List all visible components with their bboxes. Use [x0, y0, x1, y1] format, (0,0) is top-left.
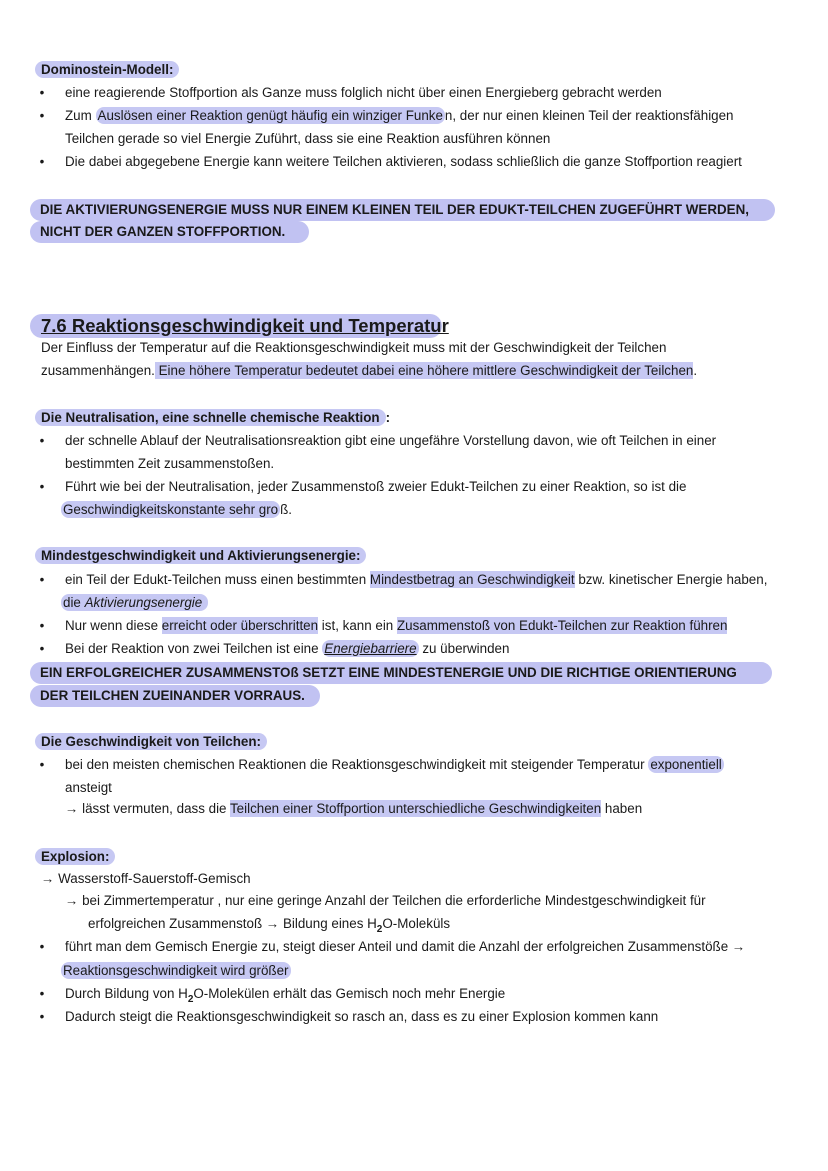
text: Nur wenn diese	[65, 618, 162, 633]
bullet: •	[39, 1009, 45, 1024]
text: Zum	[65, 108, 96, 123]
subscript: 2	[376, 924, 383, 935]
text: n, der nur einen kleinen Teil der reaktionsfähigen	[444, 108, 734, 123]
bullet: •	[39, 85, 45, 100]
bullet: •	[39, 939, 45, 954]
highlight-italic: Aktivierungsenergie	[84, 595, 203, 610]
bullet: •	[39, 479, 45, 494]
text: ein Teil der Edukt-Teilchen muss einen bestimmten	[65, 572, 370, 587]
explosion-bullet-1-cont	[61, 962, 291, 980]
bullet: •	[39, 154, 45, 169]
highlight: Eine höhere Temperatur bedeutet dabei eine höhere mittlere Geschwindigkeit der Teilchen	[154, 363, 694, 378]
bullet: •	[39, 641, 45, 656]
highlight-italic: Energiebarriere	[324, 641, 417, 656]
highlight: Zusammenstoß von Edukt-Teilchen zur Reaktion führen	[396, 618, 728, 633]
highlight: Auslösen einer Reaktion genügt häufig ein winziger Funke	[97, 108, 443, 123]
text: :	[385, 410, 391, 425]
text: ß.	[280, 502, 293, 517]
text: bzw. kinetischer Energie haben,	[574, 572, 768, 587]
dominostein-bullet-1: eine reagierende Stoffportion als Ganze muss folglich nicht über einen Energieberg gebracht werden	[65, 85, 662, 100]
bullet: •	[39, 572, 45, 587]
intro-line-2	[41, 362, 697, 380]
text: zusammenhängen.	[41, 363, 155, 378]
mindest-bullet-3	[65, 640, 509, 658]
highlight: exponentiell	[650, 757, 722, 772]
intro-line-1: Der Einfluss der Temperatur auf die Reaktionsgeschwindigkeit muss mit der Geschwindigkeit der Teilchen	[41, 340, 667, 355]
explosion-bullet-3: Dadurch steigt die Reaktionsgeschwindigkeit so rasch an, dass es zu einer Explosion kommen kann	[65, 1009, 659, 1024]
section-title: 7.6 Reaktionsgeschwindigkeit und Temperatur	[41, 315, 449, 336]
geschwindigkeit-label: Die Geschwindigkeit von Teilchen:	[35, 733, 267, 750]
neutralisation-bullet-2-cont	[61, 501, 292, 519]
zusammenstoss-summary-line-2: DER TEILCHEN ZUEINANDER VORRAUS.	[30, 685, 320, 707]
neutralisation-label: Die Neutralisation, eine schnelle chemische Reaktion	[35, 409, 386, 426]
highlight: erreicht oder überschritten	[161, 618, 319, 633]
text: haben	[601, 801, 643, 816]
explosion-line-3	[88, 915, 450, 935]
bullet: •	[39, 433, 45, 448]
text: bei den meisten chemischen Reaktionen die Reaktionsgeschwindigkeit mit steigender Temperatur	[65, 757, 649, 772]
dominostein-bullet-2	[65, 107, 734, 125]
dominostein-label: Dominostein-Modell:	[35, 61, 179, 78]
highlight: Mindestbetrag an Geschwindigkeit	[369, 572, 575, 587]
bullet: •	[39, 757, 45, 772]
aktivierung-summary-line-2: NICHT DER GANZEN STOFFPORTION.	[30, 221, 309, 243]
mindest-heading	[35, 547, 366, 565]
neutralisation-bullet-2: Führt wie bei der Neutralisation, jeder Zusammenstoß zweier Edukt-Teilchen zu einer Reaktion, so ist die	[65, 479, 687, 494]
geschwindigkeit-bullet-1	[65, 756, 724, 774]
neutralisation-bullet-1: der schnelle Ablauf der Neutralisationsreaktion gibt eine ungefähre Vorstellung davon, wie oft Teilchen in einer	[65, 433, 717, 448]
section-title-box	[30, 314, 449, 338]
text: O-Moleküls	[382, 916, 451, 931]
text: die	[63, 595, 85, 610]
bullet: •	[39, 618, 45, 633]
bullet: •	[39, 108, 45, 123]
text: zu überwinden	[418, 641, 510, 656]
explosion-line-1: → Wasserstoff-Sauerstoff-Gemisch	[41, 871, 251, 886]
neutralisation-bullet-1-cont: bestimmten Zeit zusammenstoßen.	[65, 456, 275, 471]
text: Durch Bildung von H	[65, 986, 188, 1001]
mindest-bullet-1-cont	[61, 594, 208, 612]
explosion-bullet-1: führt man dem Gemisch Energie zu, steigt dieser Anteil und damit die Anzahl der erfolgreichen Zusammenstöße →	[65, 939, 746, 954]
zusammenstoss-summary-line-1: EIN ERFOLGREICHER ZUSAMMENSTOß SETZT EINE MINDESTENERGIE UND DIE RICHTIGE ORIENTIERUNG	[30, 662, 772, 684]
highlight: Geschwindigkeitskonstante sehr gro	[63, 502, 279, 517]
geschwindigkeit-bullet-1-cont: ansteigt	[65, 780, 112, 795]
text: → lässt vermuten, dass die	[65, 801, 230, 816]
highlight: Reaktionsgeschwindigkeit wird größer	[63, 963, 289, 978]
highlight: Teilchen einer Stoffportion unterschiedliche Geschwindigkeiten	[229, 801, 602, 816]
text: O-Molekülen erhält das Gemisch noch mehr Energie	[193, 986, 506, 1001]
mindest-bullet-2	[65, 617, 727, 635]
explosion-label: Explosion:	[35, 848, 115, 865]
neutralisation-heading	[35, 409, 390, 427]
text: ist, kann ein	[318, 618, 397, 633]
explosion-heading	[35, 848, 115, 866]
dominostein-bullet-2-cont: Teilchen gerade so viel Energie Zuführt, dass sie eine Reaktion ausführen können	[65, 131, 551, 146]
dominostein-bullet-3: Die dabei abgegebene Energie kann weitere Teilchen aktivieren, sodass schließlich die ganze Stoffportion reagiert	[65, 154, 742, 169]
explosion-line-2: → bei Zimmertemperatur , nur eine geringe Anzahl der Teilchen die erforderliche Mindestgeschwindigkeit für	[65, 893, 706, 908]
mindest-label: Mindestgeschwindigkeit und Aktivierungsenergie:	[35, 547, 366, 564]
text: Bei der Reaktion von zwei Teilchen ist eine	[65, 641, 323, 656]
dominostein-heading	[35, 61, 179, 79]
geschwindigkeit-heading	[35, 733, 267, 751]
subscript: 2	[187, 994, 194, 1005]
geschwindigkeit-arrow-line	[65, 800, 642, 818]
mindest-bullet-1	[65, 571, 767, 589]
text: erfolgreichen Zusammenstoß → Bildung eines H	[88, 916, 377, 931]
text: .	[693, 363, 698, 378]
bullet: •	[39, 986, 45, 1001]
aktivierung-summary-line-1: DIE AKTIVIERUNGSENERGIE MUSS NUR EINEM KLEINEN TEIL DER EDUKT-TEILCHEN ZUGEFÜHRT WERDEN,	[30, 199, 775, 221]
explosion-bullet-2	[65, 985, 505, 1005]
